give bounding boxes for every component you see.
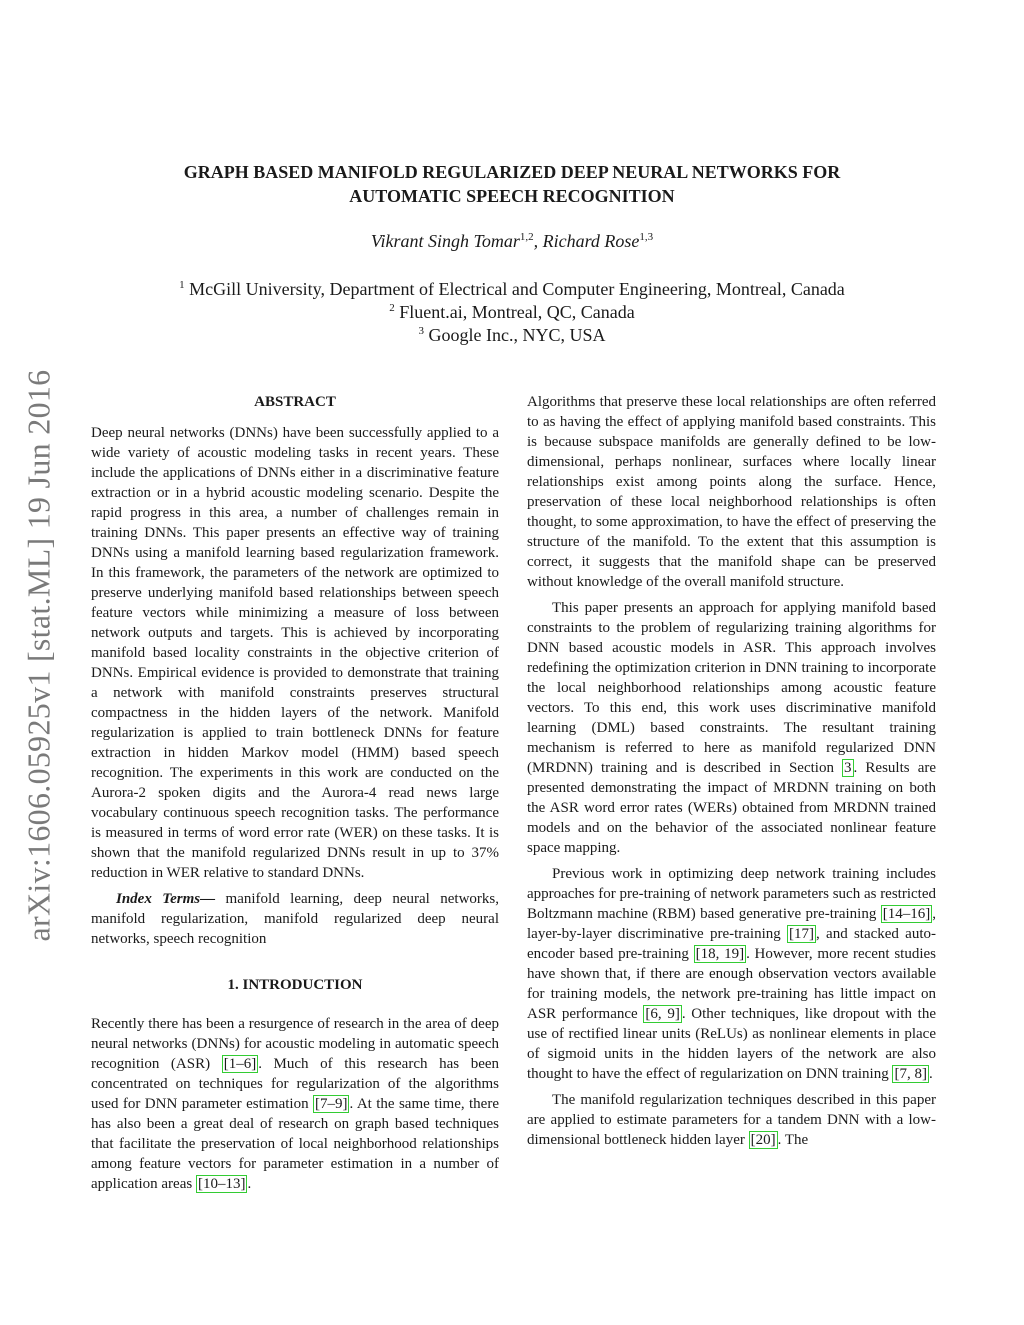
text-run: .	[247, 1176, 252, 1192]
intro-paragraph-1	[91, 1014, 499, 1194]
author-separator: ,	[533, 231, 543, 251]
index-terms	[91, 889, 499, 949]
index-terms-label: Index Terms—	[116, 891, 216, 907]
affiliation-mark: 3	[418, 325, 424, 337]
text-run: . Much of this research has been concentrated on techniques for regularization of the algorithms used for DNN parameter estimation	[91, 1056, 500, 1112]
text-run: The manifold regularization techniques described in this paper are applied to estimate parameters for a tandem DNN with a low-dimensional bottleneck hidden layer	[527, 1092, 936, 1148]
author-affiliation-mark: 1,3	[639, 231, 654, 243]
title-line-1: GRAPH BASED MANIFOLD REGULARIZED DEEP NEURAL NETWORKS FOR	[183, 162, 841, 182]
paper-title	[110, 160, 914, 208]
text-run: . The	[777, 1132, 809, 1148]
citation-link[interactable]: [20]	[750, 1132, 776, 1148]
left-column	[91, 392, 499, 1194]
citation-link[interactable]: [17]	[789, 926, 815, 942]
citation-link[interactable]: [7–9]	[314, 1096, 348, 1112]
text-run: . Other techniques, like dropout with the use of rectified linear units (ReLUs) as nonlinear elements in place of sigmoid units in the hidden layers of the network are also thought to have the effect of regularization on DNN training	[527, 1006, 936, 1082]
text-run: Previous work in optimizing deep network training includes approaches for pre-training of network parameters such as restricted Boltzmann machine (RBM) based generative pre-training	[527, 866, 936, 922]
citation-link[interactable]: [10–13]	[197, 1176, 246, 1192]
body-paragraph-4	[527, 1090, 936, 1150]
text-run: , layer-by-layer discriminative pre-training	[527, 906, 936, 942]
affiliation	[110, 278, 914, 301]
index-terms-text: manifold learning, deep neural networks, manifold regularization, manifold regularized deep neural networks, speech recognition	[91, 891, 499, 947]
affiliation	[110, 324, 914, 347]
text-run: . However, more recent studies have shown that, if there are enough observation vectors available for training models, the network pre-training has little impact on ASR performance	[527, 946, 936, 1022]
author-affiliation-mark: 1,2	[519, 231, 534, 243]
text-run: This paper presents an approach for applying manifold based constraints to the problem of regularizing training algorithms for DNN based acoustic models in ASR. This approach involves redefining the optimization criterion in DNN training to incorporate the local neighborhood relationships among acoustic feature vectors. To this end, this work uses discriminative manifold learning (DML) based constraints. The resultant training mechanism is referred to here as manifold regularized DNN (MRDNN) training and is described in Section	[527, 600, 936, 776]
text-run: . At the same time, there has also been a great deal of research on graph based techniques that facilitate the preservation of local neighborhood relationships among feature vectors for parameter estimation in a number of application areas	[91, 1096, 499, 1192]
affiliation-text: Google Inc., NYC, USA	[428, 325, 606, 345]
abstract-body: Deep neural networks (DNNs) have been successfully applied to a wide variety of acoustic modeling tasks in recent years. These include the applications of DNNs either in a discriminative feature extraction or in a hybrid acoustic modeling scenario. Despite the rapid progress in this area, a number of challenges remain in training DNNs. This paper presents an effective way of training DNNs using a manifold learning based regularization framework. In this framework, the parameters of the network are optimized to preserve underlying manifold based relationships between speech feature vectors while minimizing a measure of loss between network outputs and targets. This is achieved by incorporating manifold based locality constraints in the objective criterion of DNNs. Empirical evidence is provided to demonstrate that training a network with manifold constraints preserves structural compactness in the hidden layers of the network. Manifold regularization is applied to train bottleneck DNNs for feature extraction in hidden Markov model (HMM) based speech recognition. The experiments in this work are conducted on the Aurora-2 spoken digits and the Aurora-4 read news large vocabulary continuous speech recognition tasks. The performance is measured in terms of word error rate (WER) on these tasks. It is shown that the manifold regularized DNNs result in up to 37% reduction in WER relative to standard DNNs.	[91, 425, 499, 881]
affiliation	[110, 301, 914, 324]
affiliation-text: McGill University, Department of Electrical and Computer Engineering, Montreal, Canada	[189, 279, 845, 299]
citation-link[interactable]: [18, 19]	[695, 946, 745, 962]
author-name: Richard Rose	[542, 231, 640, 251]
affiliation-text: Fluent.ai, Montreal, QC, Canada	[399, 302, 635, 322]
affiliation-mark: 1	[179, 279, 185, 291]
citation-link[interactable]: [1–6]	[223, 1056, 257, 1072]
text-run: Recently there has been a resurgence of research in the area of deep neural networks (DNNs) for acoustic modeling in automatic speech recognition (ASR)	[91, 1016, 499, 1072]
abstract-heading: ABSTRACT	[254, 394, 336, 410]
arxiv-sidebar	[14, 350, 64, 960]
text-run: , and stacked auto-encoder based pre-training	[527, 926, 936, 962]
arxiv-identifier: arXiv:1606.05925v1 [stat.ML] 19 Jun 2016	[20, 369, 57, 941]
citation-link[interactable]: [14–16]	[882, 906, 931, 922]
author-name: Vikrant Singh Tomar	[370, 231, 520, 251]
text-run: .	[928, 1066, 933, 1082]
author-list	[110, 231, 914, 252]
introduction-heading: 1. INTRODUCTION	[227, 977, 363, 993]
affiliation-list	[110, 278, 914, 347]
body-paragraph-2	[527, 598, 936, 858]
text-run: . Results are presented demonstrating the impact of MRDNN training on both the ASR word error rates (WERs) obtained from MRDNN trained models and on the behavior of the associated nonlinear feature space mapping.	[527, 760, 936, 856]
body-paragraph-3	[527, 864, 936, 1084]
citation-link[interactable]: [6, 9]	[645, 1006, 680, 1022]
citation-link[interactable]: [7, 8]	[894, 1066, 927, 1082]
section-link[interactable]: 3	[844, 760, 852, 776]
affiliation-mark: 2	[389, 302, 395, 314]
title-line-2: AUTOMATIC SPEECH RECOGNITION	[349, 186, 675, 206]
body-paragraph-1: Algorithms that preserve these local relationships are often referred to as having the effect of applying manifold based constraints. This is because subspace manifolds are generally defined to be low-dimensional, perhaps nonlinear, surfaces where locally linear relationships exist among points along the surface. Hence, preservation of these local neighborhood relationships is often thought, to some approximation, to have the effect of preserving the structure of the manifold. To the extent that this assumption is correct, it suggests that the manifold shape can be preserved without knowledge of the overall manifold structure.	[527, 394, 936, 590]
right-column	[527, 392, 936, 1150]
